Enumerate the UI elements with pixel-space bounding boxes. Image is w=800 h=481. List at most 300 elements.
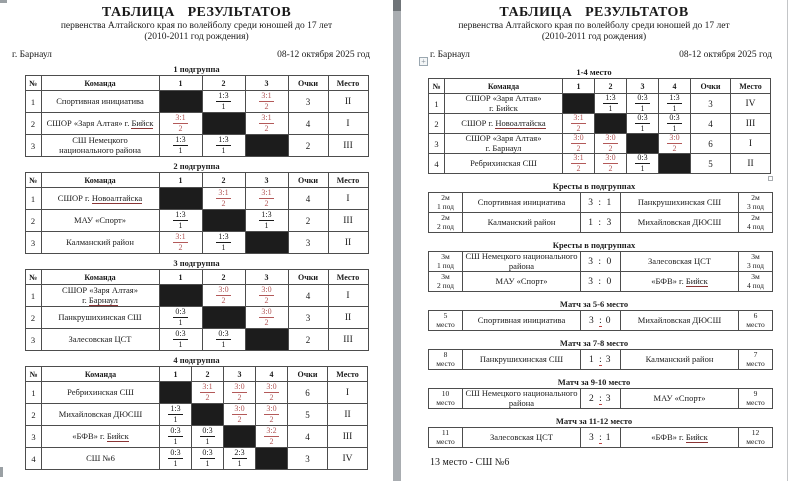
table-row (429, 94, 771, 114)
score-cell (563, 154, 595, 174)
seed-label: 8 место (429, 350, 463, 370)
score-cell (224, 382, 256, 404)
score-cell (245, 285, 288, 307)
match-score: 0:3 (637, 113, 648, 122)
table-row (26, 426, 368, 448)
set-score-fraction (667, 134, 681, 153)
match-score: 1 : 3 (581, 213, 621, 233)
place-value: I (328, 113, 368, 135)
score-colon: : (598, 256, 603, 267)
score-cell (224, 448, 256, 470)
match-points: 1 (173, 437, 178, 446)
self-match-cell (202, 113, 245, 135)
set-score-fraction (168, 427, 182, 446)
results-table (25, 75, 369, 157)
score-cell (160, 448, 192, 470)
match-score: 3:2 (266, 426, 277, 435)
group-section (0, 161, 393, 254)
window-corner-mark (0, 0, 7, 3)
place-value: III (731, 114, 771, 134)
row-number: 2 (26, 404, 42, 426)
misspelled-word: Барнаул (88, 294, 118, 305)
match-points: 2 (264, 318, 269, 327)
set-score-fraction (259, 286, 273, 305)
table-row (25, 285, 368, 307)
column-header: № (25, 173, 41, 188)
row-number: 3 (429, 134, 445, 154)
playoff-table (428, 388, 773, 409)
score-cell (245, 91, 288, 113)
date-label: 08-12 октября 2025 год (277, 50, 370, 60)
page-gap-divider (393, 0, 401, 481)
match-points: 2 (205, 393, 210, 402)
window-corner-mark (0, 467, 3, 477)
match-score: 3:0 (234, 404, 245, 413)
match-points: 2 (264, 296, 269, 305)
points-value: 3 (691, 94, 731, 114)
match-score: 3:1 (573, 153, 584, 162)
team-name: Залесовская ЦСТ (621, 252, 739, 272)
match-points: 2 (576, 144, 581, 153)
playoff-table (428, 310, 773, 331)
score-cell (595, 134, 627, 154)
match-score: 1:3 (175, 210, 186, 219)
team-name: Панкрушихинская СШ (41, 307, 159, 329)
column-header: 2 (202, 270, 245, 285)
match-score: 3:1 (218, 188, 229, 197)
footnote-13th-place: 13 место - СШ №6 (430, 457, 510, 468)
match-score: 2 : 3 (581, 389, 621, 409)
match-score: 1:3 (175, 135, 186, 144)
row-number: 3 (26, 426, 42, 448)
place-value: III (328, 135, 368, 157)
self-match-cell (159, 91, 202, 113)
match-score: 3:0 (669, 133, 680, 142)
playoff-section (401, 416, 787, 448)
match-points: 1 (221, 146, 226, 155)
table-resize-handle-icon[interactable] (768, 176, 773, 181)
match-score: 0:3 (218, 329, 229, 338)
match-score: 3 : 1 (581, 428, 621, 448)
self-match-cell (202, 210, 245, 232)
match-score: 3:0 (605, 133, 616, 142)
match-score: 1:3 (605, 93, 616, 102)
match-score: 0:3 (170, 426, 181, 435)
set-score-fraction (635, 94, 649, 113)
set-score-fraction (667, 94, 681, 113)
team-name: СШОР «Заря Алтая» г. Барнаул (445, 134, 563, 154)
place-label: 9 место (739, 389, 773, 409)
seed-label: 2м 2 под (429, 213, 463, 233)
team-name: Спортивная инициатива (463, 311, 581, 331)
match-score: 3:1 (573, 113, 584, 122)
match-score: 3:0 (234, 382, 245, 391)
place-label: 12 место (739, 428, 773, 448)
playoff-title: Кресты в подгруппах (552, 240, 636, 250)
set-score-fraction (264, 427, 278, 446)
city-label: г. Барнаул (430, 50, 470, 60)
match-points: 2 (264, 199, 269, 208)
match-score: 3:0 (605, 153, 616, 162)
match-score: 3:1 (261, 113, 272, 122)
results-table (25, 269, 369, 351)
match-score: 1:3 (218, 232, 229, 241)
date-label: 08-12 октября 2025 год (679, 50, 772, 60)
score-colon: : (599, 354, 602, 365)
seed-label: 3м 1 под (429, 252, 463, 272)
subtitle-line1: первенства Алтайского края по волейболу среди юношей до 17 лет (458, 21, 730, 31)
playoff-row (429, 213, 773, 233)
set-score-fraction (173, 330, 187, 349)
match-points: 1 (672, 124, 677, 133)
match-points: 1 (178, 318, 183, 327)
column-header: Место (731, 79, 771, 94)
match-points: 2 (269, 393, 274, 402)
set-score-fraction (259, 308, 273, 327)
final-group-title: 1-4 место (576, 67, 612, 77)
score-cell (595, 94, 627, 114)
table-row (25, 329, 368, 351)
misspelled-word: Бийск (685, 275, 708, 286)
table-row (429, 134, 771, 154)
self-match-cell (160, 382, 192, 404)
match-score: 1:3 (261, 210, 272, 219)
column-header: 1 (159, 270, 202, 285)
team-name: Спортивная инициатива (41, 91, 159, 113)
set-score-fraction (635, 154, 649, 173)
match-points: 2 (576, 124, 581, 133)
set-score-fraction (571, 154, 585, 173)
column-header: 4 (659, 79, 691, 94)
team-name: СШОР г. Новоалтайска (41, 188, 159, 210)
place-value: III (328, 329, 368, 351)
set-score-fraction (173, 308, 187, 327)
score-cell (159, 210, 202, 232)
match-score: 3 : 0 (581, 311, 621, 331)
row-number: 1 (26, 382, 42, 404)
set-score-fraction (173, 114, 187, 133)
subtitle-line1: первенства Алтайского края по волейболу среди юношей до 17 лет (60, 21, 333, 31)
match-score: 1:3 (669, 93, 680, 102)
score-cell (159, 135, 202, 157)
column-header: Команда (41, 270, 159, 285)
subtitle-line2: (2010-2011 год рождения) (541, 32, 647, 42)
match-score: 1 : 3 (581, 350, 621, 370)
team-name: Панкрушихинская СШ (463, 350, 581, 370)
misspelled-word: Новоалтайска (495, 117, 546, 128)
team-name: СШОР «Заря Алтая» г. Бийск (445, 94, 563, 114)
team-name: «БФВ» г. Бийск (42, 426, 160, 448)
set-score-fraction (173, 233, 187, 252)
subtitle-line2: (2010-2011 год рождения) (144, 32, 249, 42)
score-cell (159, 329, 202, 351)
playoff-table (428, 427, 773, 448)
set-score-fraction (232, 449, 246, 468)
seed-label: 2м 1 под (429, 193, 463, 213)
column-header: № (25, 76, 41, 91)
place-value: III (328, 426, 368, 448)
set-score-fraction (259, 211, 273, 230)
match-points: 2 (269, 415, 274, 424)
score-cell (256, 382, 288, 404)
self-match-cell (202, 307, 245, 329)
set-score-fraction (200, 427, 214, 446)
score-cell (256, 404, 288, 426)
row-number: 2 (25, 210, 41, 232)
points-value: 6 (288, 382, 328, 404)
self-match-cell (595, 114, 627, 134)
set-score-fraction (168, 449, 182, 468)
column-header: 3 (245, 76, 288, 91)
team-name: СШОР «Заря Алтая» г. Бийск (41, 113, 159, 135)
match-score: 3:0 (261, 285, 272, 294)
self-match-cell (245, 232, 288, 254)
match-points: 1 (640, 104, 645, 113)
match-score: 3:0 (266, 382, 277, 391)
column-header: Очки (691, 79, 731, 94)
group-tables-container (0, 64, 393, 470)
score-cell (192, 382, 224, 404)
table-row (25, 210, 368, 232)
row-number: 1 (25, 285, 41, 307)
playoff-title: Матч за 11-12 место (555, 416, 633, 426)
points-value: 4 (288, 188, 328, 210)
misspelled-word: Новоалтайска (91, 192, 143, 203)
score-cell (202, 135, 245, 157)
points-value: 5 (691, 154, 731, 174)
place-value: I (328, 188, 368, 210)
column-header: Место (328, 173, 368, 188)
set-score-fraction (173, 136, 187, 155)
place-value: II (731, 154, 771, 174)
column-header: Команда (41, 173, 159, 188)
seed-label: 5 место (429, 311, 463, 331)
group-section (0, 258, 393, 351)
score-cell (245, 188, 288, 210)
place-value: III (328, 210, 368, 232)
set-score-fraction (635, 114, 649, 133)
misspelled-word: Бийск (685, 431, 708, 442)
team-name: Михайловская ДЮСШ (621, 311, 739, 331)
self-match-cell (627, 134, 659, 154)
playoff-row (429, 193, 773, 213)
row-number: 2 (429, 114, 445, 134)
match-score: 3:1 (202, 382, 213, 391)
column-header: Очки (288, 173, 328, 188)
table-row (429, 114, 771, 134)
team-name: МАУ «Спорт» (41, 210, 159, 232)
match-points: 2 (178, 243, 183, 252)
column-header: Очки (288, 367, 328, 382)
table-row (25, 232, 368, 254)
table-move-handle-icon[interactable]: + (419, 57, 428, 66)
score-cell (563, 114, 595, 134)
team-name: Калманский район (463, 213, 581, 233)
column-header: 3 (245, 173, 288, 188)
score-cell (159, 307, 202, 329)
score-cell (627, 114, 659, 134)
column-header: Очки (288, 76, 328, 91)
playoff-section (401, 181, 787, 233)
match-points: 2 (221, 199, 226, 208)
document-page-left (0, 0, 393, 481)
column-header: № (26, 367, 42, 382)
column-header: № (429, 79, 445, 94)
group-title: 1 подгруппа (173, 64, 220, 74)
match-score: 0:3 (175, 329, 186, 338)
column-header: 2 (192, 367, 224, 382)
set-score-fraction (200, 449, 214, 468)
place-value: I (328, 285, 368, 307)
seed-label: 11 место (429, 428, 463, 448)
set-score-fraction (216, 92, 230, 111)
playoff-section (401, 299, 787, 331)
team-name: «БФВ» г. Бийск (621, 272, 739, 292)
column-header: 2 (595, 79, 627, 94)
score-colon: : (598, 197, 603, 208)
misspelled-word: Бийск (131, 117, 154, 128)
team-name: Ребрихинская СШ (42, 382, 160, 404)
match-points: 1 (608, 104, 613, 113)
playoff-table (428, 251, 773, 292)
header-row (25, 173, 368, 188)
results-table (25, 366, 368, 470)
score-colon: : (599, 432, 602, 443)
match-score: 3 : 1 (581, 193, 621, 213)
set-score-fraction (216, 286, 230, 305)
match-points: 1 (178, 340, 183, 349)
misspelled-word: Бийск (495, 102, 518, 113)
score-cell (595, 154, 627, 174)
column-header: Очки (288, 270, 328, 285)
match-points: 1 (205, 437, 210, 446)
points-value: 3 (288, 91, 328, 113)
playoff-table (428, 349, 773, 370)
match-points: 2 (576, 164, 581, 173)
match-score: 3 : 0 (581, 252, 621, 272)
row-number: 3 (25, 135, 41, 157)
playoff-row (429, 428, 773, 448)
match-points: 1 (640, 124, 645, 133)
group-title: 3 подгруппа (173, 258, 220, 268)
match-score: 1:3 (218, 91, 229, 100)
header-row (26, 367, 368, 382)
team-name: Залесовская ЦСТ (41, 329, 159, 351)
score-colon: : (599, 393, 602, 404)
set-score-fraction (200, 383, 214, 402)
set-score-fraction (173, 211, 187, 230)
playoff-section (401, 240, 787, 292)
playoff-table (428, 192, 773, 233)
self-match-cell (192, 404, 224, 426)
match-score: 3:1 (261, 91, 272, 100)
points-value: 2 (288, 135, 328, 157)
place-value: I (328, 382, 368, 404)
self-match-cell (245, 135, 288, 157)
column-header: Место (328, 76, 368, 91)
playoff-section (401, 377, 787, 409)
table-row (26, 448, 368, 470)
seed-label: 10 место (429, 389, 463, 409)
match-points: 1 (237, 459, 242, 468)
match-points: 1 (221, 102, 226, 111)
match-score: 3:1 (175, 113, 186, 122)
column-header: № (25, 270, 41, 285)
self-match-cell (224, 426, 256, 448)
match-points: 1 (221, 340, 226, 349)
match-score: 3:1 (175, 232, 186, 241)
score-cell (202, 188, 245, 210)
playoff-row (429, 389, 773, 409)
match-score: 0:3 (202, 426, 213, 435)
team-name: СШ №6 (42, 448, 160, 470)
set-score-fraction (232, 383, 246, 402)
score-cell (659, 114, 691, 134)
row-number: 1 (25, 188, 41, 210)
score-cell (659, 94, 691, 114)
set-score-fraction (216, 136, 230, 155)
place-label: 7 место (739, 350, 773, 370)
match-score: 3 : 0 (581, 272, 621, 292)
points-value: 4 (288, 426, 328, 448)
team-name: МАУ «Спорт» (621, 389, 739, 409)
group-title: 2 подгруппа (173, 161, 220, 171)
table-row (26, 404, 368, 426)
column-header: Команда (41, 76, 159, 91)
document-header (0, 0, 393, 43)
match-score: 0:3 (637, 153, 648, 162)
place-label: 6 место (739, 311, 773, 331)
set-score-fraction (216, 233, 230, 252)
team-name: Михайловская ДЮСШ (621, 213, 739, 233)
team-name: Спортивная инициатива (463, 193, 581, 213)
column-header: 3 (245, 270, 288, 285)
final-table-container (401, 67, 787, 174)
row-number: 4 (429, 154, 445, 174)
match-points: 2 (237, 415, 242, 424)
column-header: 1 (159, 173, 202, 188)
set-score-fraction (168, 405, 182, 424)
match-score: 3:0 (266, 404, 277, 413)
match-score: 1:3 (218, 135, 229, 144)
playoff-row (429, 252, 773, 272)
page-title: ТАБЛИЦА РЕЗУЛЬТАТОВ (499, 5, 689, 20)
score-colon: : (598, 276, 603, 287)
self-match-cell (659, 154, 691, 174)
misspelled-word: Барнаул (492, 142, 522, 153)
place-label: 2м 4 под (739, 213, 773, 233)
self-match-cell (563, 94, 595, 114)
set-score-fraction (264, 405, 278, 424)
score-cell (160, 404, 192, 426)
match-score: 0:3 (170, 448, 181, 457)
place-value: IV (328, 448, 368, 470)
points-value: 2 (288, 210, 328, 232)
header-row (25, 76, 368, 91)
self-match-cell (256, 448, 288, 470)
score-cell (256, 426, 288, 448)
points-value: 4 (691, 114, 731, 134)
place-value: II (328, 232, 368, 254)
self-match-cell (159, 188, 202, 210)
match-score: 1:3 (170, 404, 181, 413)
column-header: 1 (563, 79, 595, 94)
match-score: 0:3 (202, 448, 213, 457)
results-table (428, 78, 771, 174)
set-score-fraction (571, 114, 585, 133)
score-cell (224, 404, 256, 426)
match-points: 1 (178, 146, 183, 155)
